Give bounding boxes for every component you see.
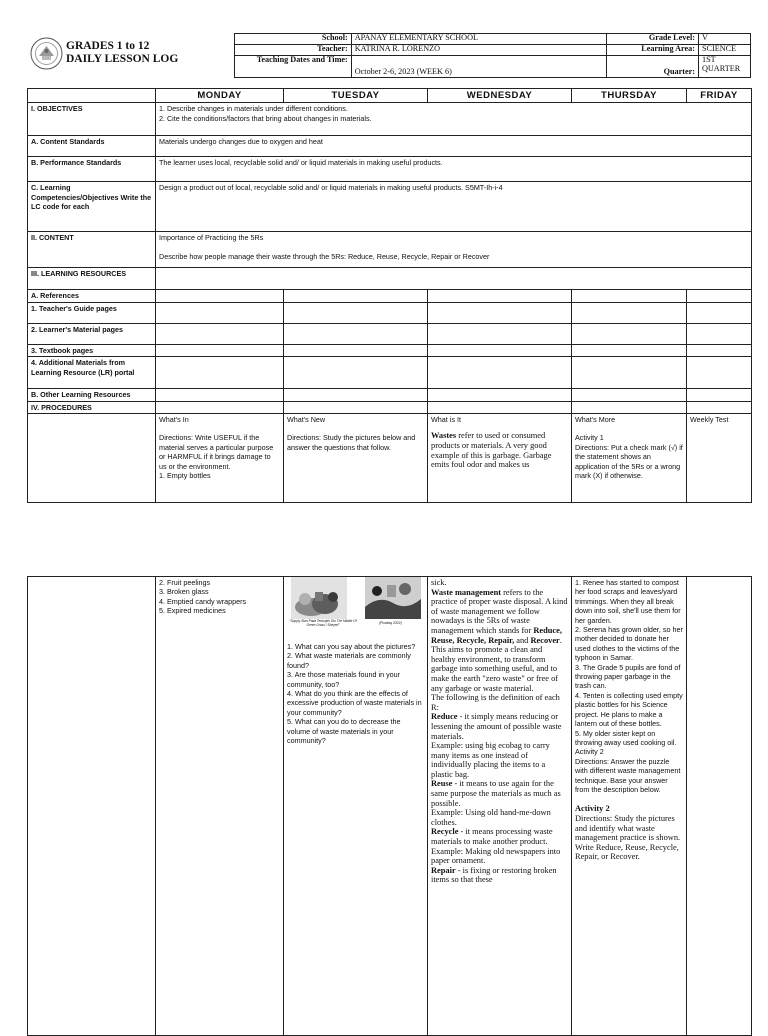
grade-value: V <box>698 34 750 45</box>
waste-management-paragraph: Waste management refers to the practice of proper waste disposal. A kind of waste management we follow nowadays is the 5Rs of waste management which stands for Reduce, Reuse, Recycle, Repair, and Recover. This aims to promote a clean and healthy environment, to transform garbage into something useful, and to make the earth "zero waste" or free of any garbage or waste material. <box>431 587 568 693</box>
thursday-title: What's More <box>575 415 616 425</box>
content-label: II. CONTENT <box>28 232 156 268</box>
repair-definition: Repair - is fixing or restoring broken items so that these <box>431 865 557 885</box>
monday-title: What's In <box>159 415 189 425</box>
school-label: School: <box>235 34 352 45</box>
reduce-definition: Reduce - it simply means reducing or lessening the amount of possible waste materials. <box>431 712 562 741</box>
teacher-label: Teacher: <box>235 45 352 56</box>
tuesday-continued <box>284 577 428 1036</box>
area-label: Learning Area: <box>607 45 699 56</box>
friday-title: Weekly Test <box>690 415 729 425</box>
deped-logo <box>30 37 63 70</box>
school-value: APANAY ELEMENTARY SCHOOL <box>351 34 606 45</box>
dates-label: Teaching Dates and Time: <box>235 56 352 78</box>
reuse-definition: Reuse - it means to use again for the same purpose the materials as much as possible. <box>431 779 561 808</box>
caption-right: (Pixabay 2022) <box>379 621 402 625</box>
wastes-term: Wastes <box>431 431 457 441</box>
other-resources-label: B. Other Learning Resources <box>28 389 156 401</box>
caption-left: "Supply Stan Pada Tertunjeh Dlu The Middle Of Green Grass / Sheyed" <box>289 619 357 627</box>
recycle-definition: Recycle - it means processing waste materials to make another product. <box>431 827 553 847</box>
tuesday-procedure <box>284 414 428 503</box>
corner-cell <box>28 89 156 103</box>
garbage-picture-left <box>291 577 347 619</box>
quarter-label: Quarter: <box>607 56 699 78</box>
dates-value: October 2-6, 2023 (WEEK 6) <box>351 56 606 78</box>
quarter-value: 1ST QUARTER <box>698 56 750 78</box>
thursday-items: 1. Renee has started to compost her food scraps and leaves/yard trimmings. When they all break down into soil, she'll use them for her garden. 2. Serena has grown older, so her mother decided to donate her used clothes to the victims of the typhoon in Samar. 3. The Grade 5 pupils are fond of throwing paper garbage in the trash can. 4. Tenten is collecting used empty plastic bottles for his Science project. He plans to make a lantern out of these bottles. 5. My older sister kept on throwing away used cooking oil. Activity 2 Directions: Answer the puzzle with different waste management technique. Base your answer from the description below. <box>575 578 683 794</box>
friday-procedure <box>687 414 752 503</box>
references-label: A. References <box>28 290 156 302</box>
teacher-value: KATRINA R. LORENZO <box>351 45 606 56</box>
wednesday-text: Wastes refer to used or consumed products or materials. A very good example of this is garbage. Garbage emits foul odor and makes us <box>431 431 552 470</box>
thursday-text: Activity 1 Directions: Put a check mark (√) if the statement shows an application of the 5Rs or a wrong mark (X) if otherwise. <box>575 433 683 481</box>
garbage-picture-right <box>365 577 421 619</box>
performance-standards-text: The learner uses local, recyclable solid and/ or liquid materials in making useful products. <box>156 157 752 182</box>
resources-label: III. LEARNING RESOURCES <box>28 268 156 290</box>
content-line1: Importance of Practicing the 5Rs <box>159 233 264 243</box>
content-line2: Describe how people manage their waste through the 5Rs: Reduce, Reuse, Recycle, Repair or Recover <box>159 251 490 261</box>
grade-label: Grade Level: <box>607 34 699 45</box>
thursday-procedure <box>572 414 687 503</box>
tuesday-title: What's New <box>287 415 326 425</box>
day-monday: MONDAY <box>156 89 284 103</box>
wednesday-title: What is It <box>431 415 461 425</box>
wednesday-procedure <box>428 414 572 503</box>
dll-title <box>66 40 178 65</box>
day-wednesday: WEDNESDAY <box>428 89 572 103</box>
tuesday-text: Directions: Study the pictures below and answer the questions that follow. <box>287 433 416 452</box>
monday-procedure <box>156 414 284 503</box>
performance-standards-label: B. Performance Standards <box>28 157 156 182</box>
title-line1: GRADES 1 to 12 <box>66 40 150 52</box>
monday-text: Directions: Write USEFUL if the material serves a particular purpose or HARMFUL if it brings damage to us or the environment. 1. Empty bottles <box>159 433 274 481</box>
day-tuesday: TUESDAY <box>284 89 428 103</box>
lc-label: C. Learning Competencies/Objectives Write the LC code for each <box>28 182 156 232</box>
title-line2: DAILY LESSON LOG <box>66 52 179 65</box>
activity2-text: Directions: Study the pictures and identify what waste management practice is shown. Write Reduce, Reuse, Recycle, Repair, or Recover. <box>575 813 681 862</box>
dll-continued-table <box>27 576 752 1036</box>
objectives-text: 1. Describe changes in materials under different conditions. 2. Cite the conditions/factors that bring about changes in materials. <box>156 103 752 136</box>
content-text <box>156 232 752 268</box>
dll-main-table <box>27 88 752 503</box>
wednesday-continued: sick. Waste management refers to the practice of proper waste disposal. A kind of waste management we follow nowadays is the 5Rs of waste management which stands for Reduce, Reuse, Recycle, Repair, and Recover. This aims to promote a clean and healthy environment, to transform garbage into something useful, and to make the earth "zero waste" or free of any garbage or waste material. The following is the definition of each R: Reduce - it simply means reducing or lessening the amount of possible waste materials. Example: using big ecobag to carry many items as one instead of individually placing the items to a plastic bag. Reuse - it means to use again for the same purpose the materials as much as possible. Example: Using old hand-me-down clothes. Recycle - it means processing waste materials to make another product. Example: Making old newspapers into paper ornament. Repair - is fixing or restoring broken items so that these <box>428 577 572 1036</box>
content-standards-text: Materials undergo changes due to oxygen and heat <box>156 136 752 157</box>
objectives-label: I. OBJECTIVES <box>28 103 156 136</box>
area-value: SCIENCE <box>698 45 750 56</box>
tuesday-questions: 1. What can you say about the pictures? 2. What waste materials are commonly found? 3. Are those materials found in your community, too? 4. What do you think are the effects of excessive production of waste materials in your community? 5. What can you do to decrease the volume of waste materials in your community? <box>287 642 422 746</box>
textbook-pages-label: 3. Textbook pages <box>28 344 156 356</box>
day-thursday: THURSDAY <box>572 89 687 103</box>
tuesday-pictures <box>287 577 424 627</box>
tg-pages-label: 1. Teacher's Guide pages <box>28 302 156 323</box>
activity2-title: Activity 2 <box>575 804 610 814</box>
monday-list: 2. Fruit peelings 3. Broken glass 4. Emptied candy wrappers 5. Expired medicines <box>156 577 284 1036</box>
day-friday: FRIDAY <box>687 89 752 103</box>
content-standards-label: A. Content Standards <box>28 136 156 157</box>
procedures-label: IV. PROCEDURES <box>28 401 156 413</box>
thursday-continued <box>572 577 687 1036</box>
lc-text: Design a product out of local, recyclable solid and/ or liquid materials in making useful products. S5MT-Ih-i-4 <box>156 182 752 232</box>
header-info-table <box>234 33 751 78</box>
additional-materials-label: 4. Additional Materials from Learning Resource (LR) portal <box>28 357 156 389</box>
lm-pages-label: 2. Learner's Material pages <box>28 323 156 344</box>
